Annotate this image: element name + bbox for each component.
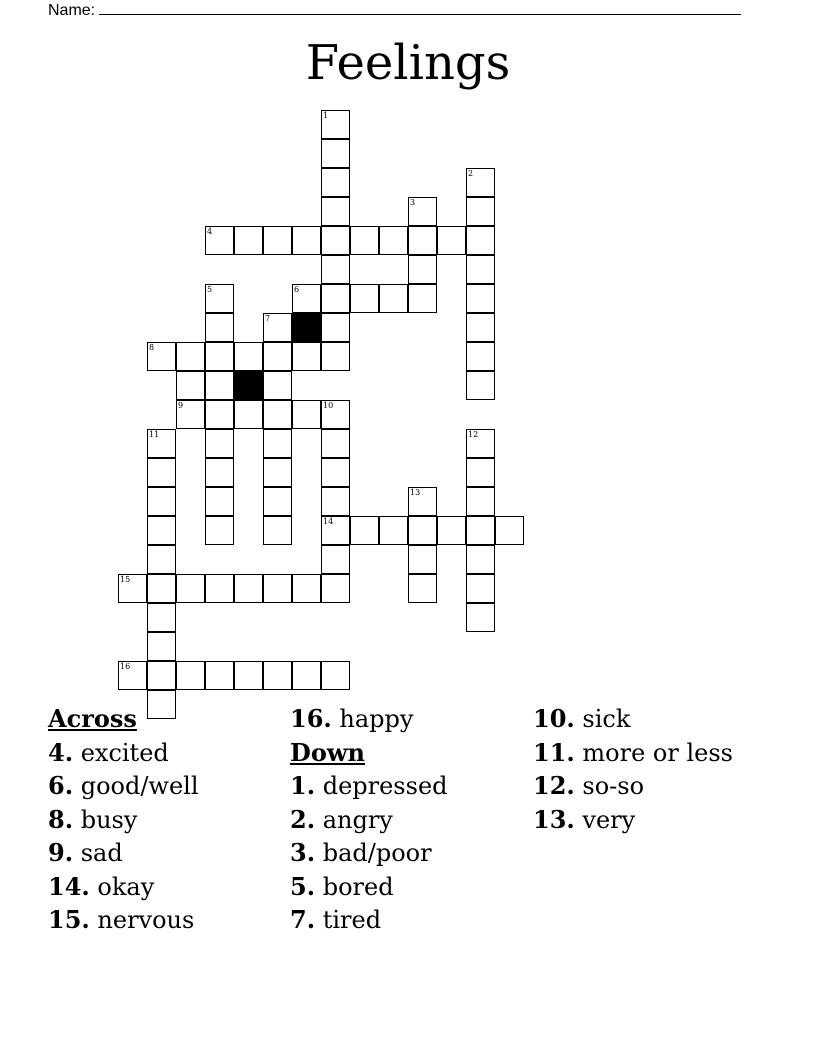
grid-cell[interactable] bbox=[292, 400, 321, 429]
grid-cell[interactable] bbox=[466, 342, 495, 371]
clue-number: 13. bbox=[533, 804, 575, 834]
clue-text: very bbox=[582, 805, 636, 834]
grid-cell[interactable] bbox=[321, 400, 350, 429]
grid-cell[interactable] bbox=[292, 574, 321, 603]
grid-cell[interactable] bbox=[466, 197, 495, 226]
grid-cell[interactable] bbox=[292, 661, 321, 690]
clue-number: 6. bbox=[48, 771, 74, 800]
clue-number: 1. bbox=[290, 771, 316, 800]
grid-cell[interactable] bbox=[147, 516, 176, 545]
clue-number: 7. bbox=[290, 905, 316, 934]
grid-cell[interactable] bbox=[408, 197, 437, 226]
clue-text: good/well bbox=[80, 772, 199, 800]
clue-down-10 bbox=[533, 702, 773, 736]
grid-cell[interactable] bbox=[205, 487, 234, 516]
grid-cell[interactable] bbox=[205, 313, 234, 342]
grid-cell[interactable] bbox=[205, 458, 234, 487]
clue-column-3 bbox=[533, 702, 773, 836]
down-heading: Down bbox=[290, 737, 365, 767]
grid-cell[interactable] bbox=[379, 226, 408, 255]
grid-cell[interactable] bbox=[263, 371, 292, 400]
grid-cell[interactable] bbox=[321, 197, 350, 226]
grid-cell[interactable] bbox=[205, 661, 234, 690]
grid-cell[interactable] bbox=[321, 487, 350, 516]
grid-cell[interactable] bbox=[234, 574, 263, 603]
clue-across-16 bbox=[290, 702, 530, 736]
grid-cell[interactable] bbox=[205, 342, 234, 371]
clue-number: 2. bbox=[290, 804, 316, 834]
grid-cell[interactable] bbox=[147, 632, 176, 661]
grid-cell[interactable] bbox=[379, 516, 408, 545]
clue-number: 16. bbox=[290, 704, 332, 733]
grid-cell[interactable] bbox=[147, 661, 176, 690]
grid-cell[interactable] bbox=[466, 313, 495, 342]
clue-down-7 bbox=[290, 903, 530, 937]
cell-number: 5 bbox=[207, 285, 213, 294]
cell-number: 12 bbox=[468, 430, 479, 439]
grid-cell[interactable] bbox=[263, 661, 292, 690]
grid-cell[interactable] bbox=[495, 516, 524, 545]
grid-cell[interactable] bbox=[263, 487, 292, 516]
grid-cell[interactable] bbox=[147, 458, 176, 487]
clue-number: 3. bbox=[290, 838, 316, 867]
grid-cell[interactable] bbox=[176, 400, 205, 429]
grid-cell[interactable] bbox=[234, 661, 263, 690]
clue-text: busy bbox=[80, 805, 138, 834]
grid-cell[interactable] bbox=[466, 226, 495, 255]
grid-cell[interactable] bbox=[234, 400, 263, 429]
clue-number: 14. bbox=[48, 871, 90, 901]
grid-cell[interactable] bbox=[466, 284, 495, 313]
cell-number: 9 bbox=[178, 401, 184, 410]
grid-cell[interactable] bbox=[321, 342, 350, 371]
clue-number: 9. bbox=[48, 838, 74, 867]
clue-down-5 bbox=[290, 870, 530, 904]
grid-cell[interactable] bbox=[466, 545, 495, 574]
cell-number: 3 bbox=[410, 198, 416, 207]
clue-number: 8. bbox=[48, 804, 74, 834]
grid-cell[interactable] bbox=[147, 487, 176, 516]
grid-block bbox=[292, 313, 321, 342]
grid-cell[interactable] bbox=[408, 226, 437, 255]
grid-cell[interactable] bbox=[263, 574, 292, 603]
clue-number: 5. bbox=[290, 871, 316, 901]
grid-cell[interactable] bbox=[263, 226, 292, 255]
clue-text: happy bbox=[339, 705, 414, 733]
clue-text: sick bbox=[582, 705, 631, 733]
grid-cell[interactable] bbox=[147, 342, 176, 371]
grid-cell[interactable] bbox=[176, 574, 205, 603]
grid-cell[interactable] bbox=[263, 458, 292, 487]
grid-cell[interactable] bbox=[350, 226, 379, 255]
cell-number: 15 bbox=[120, 575, 131, 584]
clue-number: 10. bbox=[533, 704, 575, 733]
grid-cell[interactable] bbox=[466, 255, 495, 284]
clue-down-1 bbox=[290, 769, 530, 803]
cell-number: 6 bbox=[294, 285, 300, 294]
cell-number: 14 bbox=[323, 517, 334, 526]
clue-down-12 bbox=[533, 769, 773, 803]
clue-across-4 bbox=[48, 736, 288, 770]
grid-cell[interactable] bbox=[205, 574, 234, 603]
grid-cell[interactable] bbox=[466, 458, 495, 487]
grid-cell[interactable] bbox=[118, 661, 147, 690]
grid-cell[interactable] bbox=[321, 516, 350, 545]
grid-cell[interactable] bbox=[466, 429, 495, 458]
grid-cell[interactable] bbox=[205, 226, 234, 255]
grid-cell[interactable] bbox=[321, 429, 350, 458]
clue-text: okay bbox=[97, 872, 155, 901]
grid-cell[interactable] bbox=[437, 516, 466, 545]
grid-cell[interactable] bbox=[321, 226, 350, 255]
grid-cell[interactable] bbox=[263, 400, 292, 429]
clue-column-2 bbox=[290, 702, 530, 937]
grid-cell[interactable] bbox=[292, 284, 321, 313]
grid-cell[interactable] bbox=[147, 429, 176, 458]
clue-number: 4. bbox=[48, 737, 74, 767]
grid-cell[interactable] bbox=[263, 342, 292, 371]
grid-cell[interactable] bbox=[466, 168, 495, 197]
grid-cell[interactable] bbox=[205, 284, 234, 313]
clue-text: excited bbox=[80, 738, 169, 767]
clue-column-1 bbox=[48, 702, 288, 937]
clue-text: bored bbox=[322, 872, 394, 901]
puzzle-title: Feelings bbox=[305, 35, 511, 91]
grid-cell[interactable] bbox=[292, 226, 321, 255]
grid-cell[interactable] bbox=[321, 110, 350, 139]
grid-cell[interactable] bbox=[176, 661, 205, 690]
grid-cell[interactable] bbox=[118, 574, 147, 603]
grid-cell[interactable] bbox=[147, 574, 176, 603]
grid-cell[interactable] bbox=[205, 516, 234, 545]
grid-cell[interactable] bbox=[321, 313, 350, 342]
cell-number: 16 bbox=[120, 662, 131, 671]
name-label: Name: bbox=[48, 2, 96, 19]
grid-cell[interactable] bbox=[408, 255, 437, 284]
clue-across-9 bbox=[48, 836, 288, 870]
grid-cell[interactable] bbox=[321, 139, 350, 168]
grid-cell[interactable] bbox=[466, 574, 495, 603]
grid-cell[interactable] bbox=[205, 429, 234, 458]
grid-cell[interactable] bbox=[466, 371, 495, 400]
grid-cell[interactable] bbox=[437, 226, 466, 255]
grid-block bbox=[234, 371, 263, 400]
cell-number: 10 bbox=[323, 401, 334, 410]
clue-down-13 bbox=[533, 803, 773, 837]
clue-number: 12. bbox=[533, 771, 575, 800]
clue-text: sad bbox=[80, 839, 123, 867]
grid-cell[interactable] bbox=[466, 603, 495, 632]
grid-cell[interactable] bbox=[234, 226, 263, 255]
grid-cell[interactable] bbox=[408, 545, 437, 574]
grid-cell[interactable] bbox=[321, 458, 350, 487]
grid-cell[interactable] bbox=[408, 516, 437, 545]
clue-text: depressed bbox=[322, 772, 448, 800]
clue-down-11 bbox=[533, 736, 773, 770]
grid-cell[interactable] bbox=[466, 516, 495, 545]
grid-cell[interactable] bbox=[466, 487, 495, 516]
grid-cell[interactable] bbox=[321, 255, 350, 284]
clue-text: more or less bbox=[582, 738, 733, 767]
grid-cell[interactable] bbox=[176, 342, 205, 371]
cell-number: 13 bbox=[410, 488, 421, 497]
across-heading: Across bbox=[48, 704, 137, 733]
clue-down-2 bbox=[290, 803, 530, 837]
cell-number: 2 bbox=[468, 169, 474, 178]
grid-cell[interactable] bbox=[263, 313, 292, 342]
grid-cell[interactable] bbox=[205, 371, 234, 400]
grid-cell[interactable] bbox=[321, 545, 350, 574]
grid-cell[interactable] bbox=[350, 516, 379, 545]
clue-across-15 bbox=[48, 903, 288, 937]
grid-cell[interactable] bbox=[176, 371, 205, 400]
grid-cell[interactable] bbox=[234, 342, 263, 371]
clue-text: bad/poor bbox=[322, 839, 432, 867]
clue-number: 11. bbox=[533, 737, 575, 767]
cell-number: 1 bbox=[323, 111, 329, 120]
grid-cell[interactable] bbox=[408, 574, 437, 603]
grid-cell[interactable] bbox=[321, 661, 350, 690]
clue-across-14 bbox=[48, 870, 288, 904]
clue-across-8 bbox=[48, 803, 288, 837]
clue-text: tired bbox=[322, 906, 382, 934]
clue-across-6 bbox=[48, 769, 288, 803]
cell-number: 4 bbox=[207, 227, 213, 236]
grid-cell[interactable] bbox=[321, 168, 350, 197]
grid-cell[interactable] bbox=[263, 429, 292, 458]
grid-cell[interactable] bbox=[292, 342, 321, 371]
grid-cell[interactable] bbox=[350, 284, 379, 313]
grid-cell[interactable] bbox=[147, 603, 176, 632]
grid-cell[interactable] bbox=[263, 516, 292, 545]
grid-cell[interactable] bbox=[147, 545, 176, 574]
grid-cell[interactable] bbox=[408, 284, 437, 313]
cell-number: 11 bbox=[149, 430, 160, 439]
grid-cell[interactable] bbox=[408, 487, 437, 516]
clue-text: nervous bbox=[97, 906, 195, 934]
grid-cell[interactable] bbox=[379, 284, 408, 313]
clue-text: so-so bbox=[582, 772, 645, 800]
clue-down-3 bbox=[290, 836, 530, 870]
grid-cell[interactable] bbox=[321, 284, 350, 313]
clue-text: angry bbox=[322, 805, 393, 834]
cell-number: 7 bbox=[265, 314, 271, 323]
clue-number: 15. bbox=[48, 905, 90, 934]
grid-cell[interactable] bbox=[321, 574, 350, 603]
grid-cell[interactable] bbox=[205, 400, 234, 429]
cell-number: 8 bbox=[149, 343, 155, 352]
